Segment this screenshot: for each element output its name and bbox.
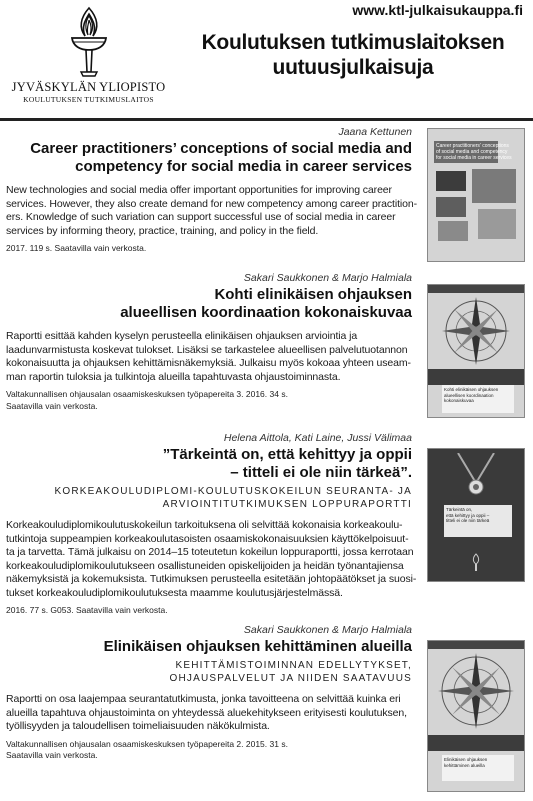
university-name: JYVÄSKYLÄN YLIOPISTO [11, 80, 166, 94]
description-line: kokonaisuutta ja ohjauksen kehittämisnäkemyksiä. Julkaisu myös kokoaa yhteen useam- [6, 357, 411, 369]
meta-line: 2017. 119 s. Saatavilla vain verkosta. [6, 243, 147, 253]
publication-title[interactable] [6, 638, 412, 656]
cover-title-line: Tärkeintä on, [446, 507, 473, 512]
meta-line: 2016. 77 s. G053. Saatavilla vain verkosta. [6, 605, 168, 615]
page-title-line-1: Koulutuksen tutkimuslaitoksen [201, 31, 505, 54]
description-line: työllisyyden ja taloudellisen toimeliaisuuden näkökulmista. [6, 720, 270, 732]
institute-logo-icon [469, 553, 483, 573]
page-title-line-2: uutuusjulkaisuja [272, 56, 434, 79]
publication-subtitle [6, 485, 412, 511]
cover-title-line: alueellisen koordinaation [444, 392, 494, 398]
meta-line: Saatavilla vain verkosta. [6, 750, 98, 760]
subtitle-line: KORKEAKOULUDIPLOMI-KOULUTUSKOKEILUN SEURANTA- JA [54, 486, 412, 497]
cover-title-line: Elinikäisen ohjauksen [444, 757, 488, 762]
publication-author: Sakari Saukkonen & Marjo Halmiala [243, 624, 412, 636]
publication-author: Helena Aittola, Kati Laine, Jussi Välimaa [223, 432, 412, 444]
publication-description [6, 330, 412, 384]
description-line: New technologies and social media offer important opportunities for improving career [6, 184, 392, 196]
page-title [183, 30, 523, 80]
publication-2 [6, 272, 412, 412]
cover-title [444, 505, 512, 537]
publication-meta [6, 243, 412, 255]
description-line: tukset korkeakouludiplomikoulutuksesta maamme koulutusjärjestelmässä. [6, 586, 343, 599]
description-line: ers. Knowledge of such variation can support successful use of social media in career [6, 211, 396, 223]
cover-band [428, 369, 524, 385]
description-line: laadunvarmistusta koskevat tulokset. Lisäksi se tarkastelee alueellisen palvelutuotannon [6, 343, 408, 356]
description-line: Raportti esittää kahden kyselyn perusteella elinikäisen ohjauksen arviointia ja [6, 330, 358, 342]
subtitle-line: KEHITTÄMISTOIMINNAN EDELLYTYKSET, [175, 660, 412, 671]
compass-rose-icon [428, 293, 524, 369]
publication-title[interactable] [6, 286, 412, 322]
publication-meta [6, 389, 412, 412]
publication-1 [6, 126, 418, 255]
title-line: alueellisen koordinaation kokonaiskuvaa [120, 304, 412, 321]
compass-rose-icon [428, 649, 524, 733]
cover-title [434, 141, 512, 163]
publication-1-cover[interactable] [427, 128, 525, 262]
description-line: Korkeakouludiplomikoulutuskokeilun tarkoituksena oli selvittää kokonaisia korkeakoulu- [6, 519, 403, 531]
publication-4-cover[interactable] [427, 640, 525, 792]
cover-title [442, 385, 514, 413]
description-line: services by informing theory, practice, training, and policy in the field. [6, 224, 319, 237]
cover-title-line: kehittäminen alueilla [444, 762, 485, 768]
cover-title [442, 755, 514, 781]
title-line: ”Tärkeintä on, että kehittyy ja oppii [162, 446, 412, 463]
publication-description [6, 693, 412, 734]
description-line: tutkintoja suppeampien korkeakoulutasoisten osaamiskokonaisuuksien käyttökelpoisuut- [6, 532, 409, 545]
cover-title-line: kokonaiskuvaa [444, 398, 474, 403]
publication-description [6, 184, 418, 238]
title-line: – titteli ei ole niin tärkeä”. [230, 464, 412, 481]
publication-subtitle [6, 659, 412, 685]
publication-author: Sakari Saukkonen & Marjo Halmiala [243, 272, 412, 284]
cover-band [428, 735, 524, 751]
subtitle-line: OHJAUSPALVELUT JA NIIDEN SAATAVUUS [169, 673, 412, 684]
publication-3 [6, 432, 417, 617]
publication-author: Jaana Kettunen [338, 126, 412, 138]
university-logo [6, 2, 171, 114]
title-line: Elinikäisen ohjauksen kehittäminen alueilla [103, 638, 412, 655]
publication-4 [6, 624, 412, 762]
site-url-link[interactable]: www.ktl-julkaisukauppa.fi [352, 2, 523, 18]
meta-line: Saatavilla vain verkosta. [6, 400, 98, 411]
cover-title-line: Career practitioners’ conceptions [436, 143, 509, 149]
description-line: Raportti on osa laajempaa seurantatutkimusta, jonka tavoitteena on selvittää kuinka eri [6, 693, 401, 705]
badge-icon [428, 453, 524, 513]
title-line: Career practitioners’ conceptions of social media and [30, 140, 412, 157]
torch-icon [64, 2, 114, 78]
cover-photo [438, 221, 468, 241]
cover-photo [436, 197, 466, 217]
cover-title-line: titteli ei ole niin tärkeä [446, 518, 490, 523]
publication-3-cover[interactable] [427, 448, 525, 582]
meta-line: Valtakunnallisen ohjausalan osaamiskeskuksen työpapereita 2. 2015. 31 s. [6, 738, 288, 749]
title-line: competency for social media in career services [75, 158, 412, 175]
header-divider [0, 118, 533, 121]
publication-meta [6, 739, 412, 762]
publication-2-cover[interactable] [427, 284, 525, 418]
cover-photo [472, 169, 516, 203]
publication-title[interactable] [6, 140, 412, 176]
description-line: services. However, they also create demand for new competency among career practition- [6, 197, 418, 210]
page-header [0, 0, 533, 122]
publication-meta [6, 605, 412, 617]
cover-title-line: Kohti elinikäisen ohjauksen [444, 387, 499, 392]
description-line: näkemyksistä ja kokemuksista. Tutkimuksen perusteella esitetään johtopäätökset ja suosi- [6, 573, 417, 585]
publication-title[interactable] [6, 446, 412, 482]
publication-description [6, 519, 417, 600]
cover-photo [478, 209, 516, 239]
cover-band [428, 285, 524, 293]
description-line: korkeakouludiplomikoulutukseen osallistuneiden opiskelijoiden ja heidän työnantajiensa [6, 559, 404, 572]
description-line: alueilla tapahtuva ohjaustoiminta on yhteydessä aluekehitykseen erityisesti koulutuksen, [6, 706, 407, 719]
cover-band [428, 641, 524, 649]
cover-photo [436, 171, 466, 191]
subtitle-line: ARVIOINTITUTKIMUKSEN LOPPURAPORTTI [162, 499, 412, 510]
cover-title-line: of social media and competency [436, 149, 508, 155]
description-line: man raportin tuloksia ja tulkintoja alueilla tapahtuvasta ohjaustoiminnasta. [6, 370, 341, 383]
description-line: ta ja tarvetta. Tämä julkaisu on 2014–15 toteutetun kokeilun loppuraportti, jossa kerrotaan [6, 546, 414, 558]
institute-name: KOULUTUKSEN TUTKIMUSLAITOS [23, 95, 154, 104]
cover-title-line: for social media in career services [436, 155, 512, 161]
title-line: Kohti elinikäisen ohjauksen [214, 286, 412, 303]
meta-line: Valtakunnallisen ohjausalan osaamiskeskuksen työpapereita 3. 2016. 34 s. [6, 389, 288, 399]
cover-title-line: että kehittyy ja oppii – [446, 512, 490, 518]
